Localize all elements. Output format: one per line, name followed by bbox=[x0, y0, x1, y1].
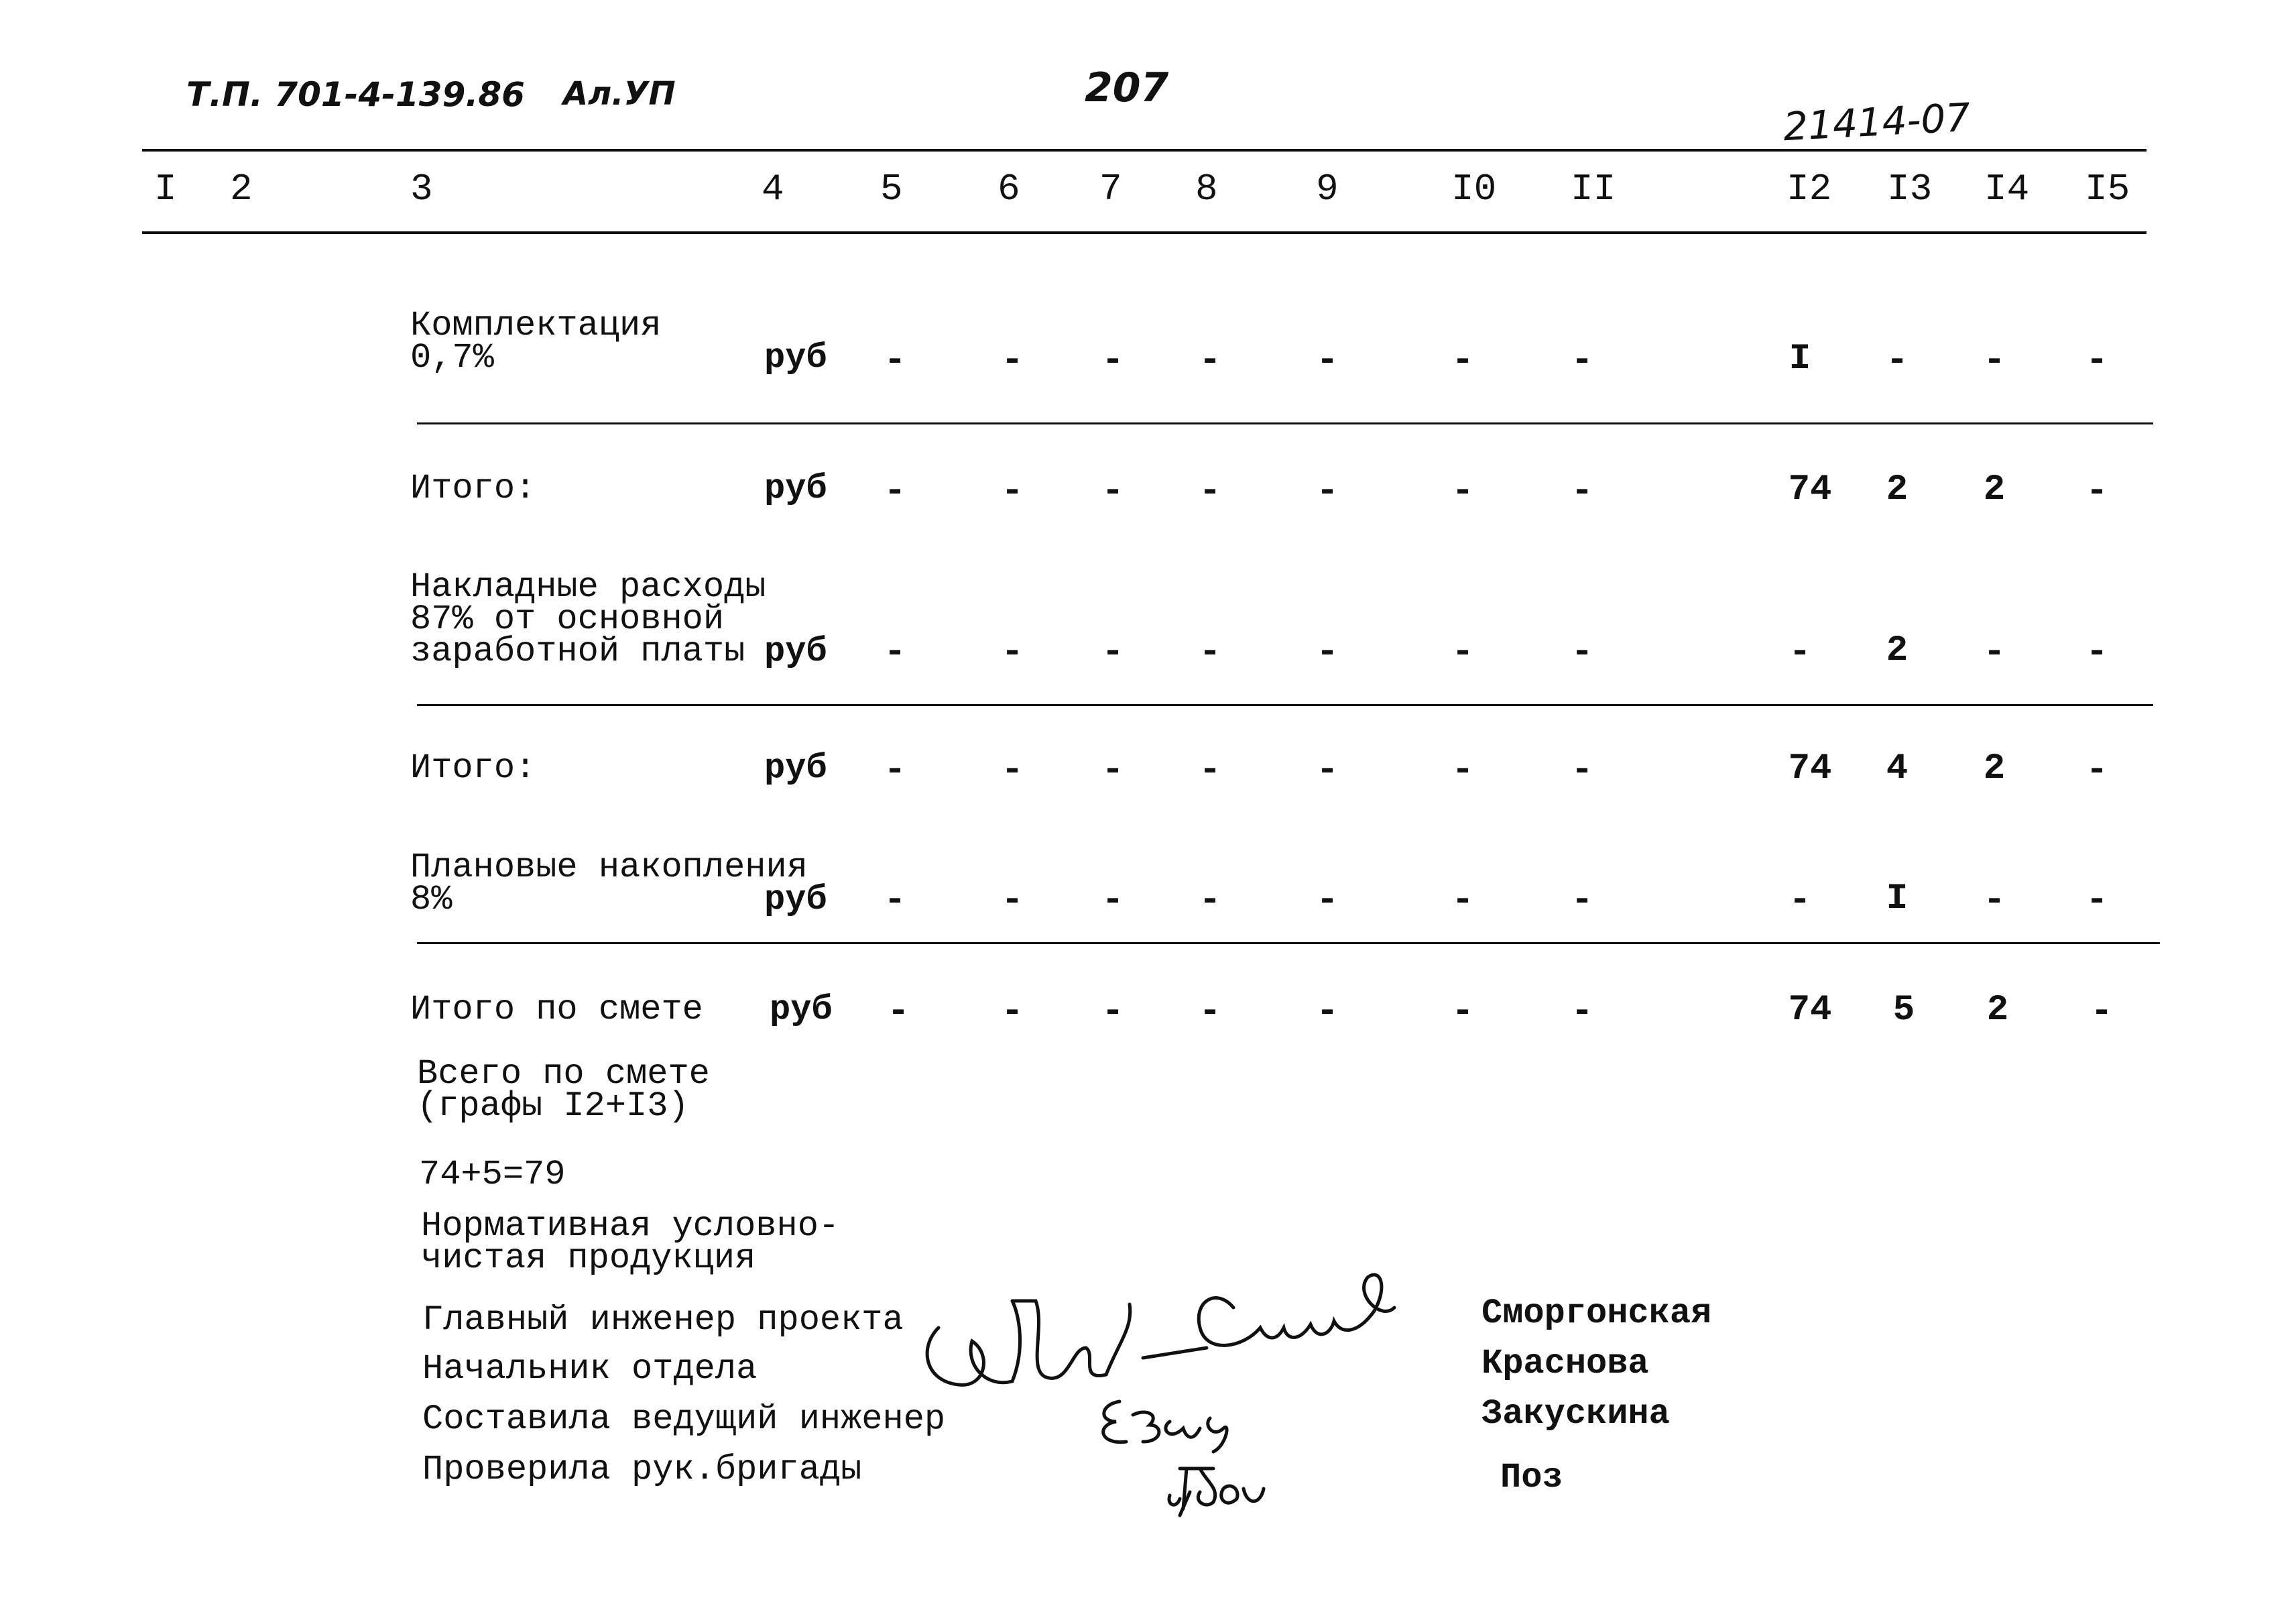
normative-label: Нормативная условно- чистая продукция bbox=[421, 1206, 840, 1278]
column-number: I2 bbox=[1787, 168, 1832, 211]
row-value: I bbox=[1789, 339, 1811, 380]
row-value: - bbox=[1316, 339, 1339, 382]
column-number: 6 bbox=[998, 168, 1020, 211]
row-value: - bbox=[887, 990, 910, 1033]
row-value: - bbox=[1001, 469, 1024, 512]
row-value: 74 bbox=[1788, 990, 1832, 1031]
row-value: - bbox=[884, 748, 906, 791]
column-number: 3 bbox=[410, 168, 433, 211]
row-value: - bbox=[1451, 990, 1474, 1033]
row-value: - bbox=[1001, 339, 1024, 382]
column-number: II bbox=[1571, 168, 1616, 211]
column-number: 5 bbox=[880, 168, 903, 211]
row-value: - bbox=[1451, 339, 1474, 382]
column-number: I3 bbox=[1887, 168, 1933, 211]
row-value: - bbox=[2090, 990, 2113, 1033]
total-all-label: Всего по смете (графы I2+I3) bbox=[417, 1054, 710, 1126]
row-value: - bbox=[1983, 339, 2006, 382]
row-value: - bbox=[2086, 748, 2108, 791]
row-label: Накладные расходы 87% от основной заработной платы bbox=[410, 567, 766, 671]
row-label: Итого: bbox=[410, 748, 536, 788]
row-divider bbox=[417, 422, 2153, 424]
row-value: I bbox=[1886, 878, 1909, 919]
row-label: Итого по смете bbox=[410, 990, 703, 1029]
row-value: - bbox=[1001, 990, 1024, 1033]
header-top-rule bbox=[142, 149, 2147, 152]
signature-name: Краснова bbox=[1482, 1344, 1649, 1383]
row-value: 74 bbox=[1788, 469, 1832, 510]
row-unit: руб bbox=[770, 990, 833, 1029]
row-value: - bbox=[1101, 469, 1124, 512]
column-number: 8 bbox=[1195, 168, 1218, 211]
row-value: - bbox=[1451, 469, 1474, 512]
signature-name: Сморгонская bbox=[1482, 1294, 1712, 1333]
row-value: 5 bbox=[1892, 990, 1915, 1031]
row-value: - bbox=[1199, 748, 1221, 791]
row-value: - bbox=[1571, 630, 1593, 673]
row-value: - bbox=[1571, 469, 1593, 512]
row-value: - bbox=[2086, 630, 2108, 673]
row-value: - bbox=[1451, 748, 1474, 791]
row-value: - bbox=[1983, 878, 2006, 921]
row-value: - bbox=[884, 630, 906, 673]
column-number: I bbox=[154, 168, 177, 211]
row-value: - bbox=[1101, 878, 1124, 921]
column-number: I5 bbox=[2085, 168, 2130, 211]
row-value: - bbox=[1983, 630, 2006, 673]
row-value: 4 bbox=[1886, 748, 1909, 789]
row-value: - bbox=[1199, 339, 1221, 382]
row-value: - bbox=[1789, 630, 1811, 673]
row-value: - bbox=[1571, 748, 1593, 791]
column-number: I4 bbox=[1984, 168, 2030, 211]
column-number: 2 bbox=[230, 168, 253, 211]
row-value: - bbox=[1101, 339, 1124, 382]
row-value: - bbox=[1316, 990, 1339, 1033]
row-value: - bbox=[1199, 990, 1221, 1033]
row-unit: руб bbox=[764, 880, 827, 919]
row-value: - bbox=[1001, 748, 1024, 791]
row-value: 2 bbox=[1886, 630, 1909, 671]
row-value: - bbox=[1316, 630, 1339, 673]
row-unit: руб bbox=[764, 338, 827, 378]
row-value: - bbox=[1451, 878, 1474, 921]
row-value: - bbox=[1571, 339, 1593, 382]
row-unit: руб bbox=[764, 748, 827, 788]
row-value: - bbox=[1001, 878, 1024, 921]
row-value: - bbox=[1101, 630, 1124, 673]
row-value: - bbox=[1101, 990, 1124, 1033]
row-value: - bbox=[1571, 990, 1593, 1033]
signature-name: Закускина bbox=[1482, 1394, 1670, 1434]
column-number: 7 bbox=[1099, 168, 1122, 211]
row-value: 2 bbox=[1983, 748, 2006, 789]
row-value: - bbox=[1316, 748, 1339, 791]
signature-role: Начальник отдела bbox=[422, 1349, 758, 1389]
row-value: - bbox=[2086, 469, 2108, 512]
row-value: - bbox=[1316, 878, 1339, 921]
signature-name: Поз bbox=[1500, 1458, 1563, 1497]
signature-role: Главный инженер проекта bbox=[422, 1300, 904, 1340]
row-value: - bbox=[2086, 339, 2108, 382]
row-value: - bbox=[1789, 878, 1811, 921]
signature-role: Проверила рук.бригады bbox=[422, 1450, 862, 1489]
row-value: - bbox=[1451, 630, 1474, 673]
row-value: - bbox=[1571, 878, 1593, 921]
row-value: 2 bbox=[1886, 469, 1909, 510]
project-code: Т.П. 701-4-139.86 bbox=[186, 75, 525, 114]
row-value: - bbox=[884, 339, 906, 382]
column-number: 4 bbox=[762, 168, 784, 211]
signature-role: Составила ведущий инженер bbox=[422, 1399, 946, 1439]
row-value: - bbox=[1199, 630, 1221, 673]
row-divider bbox=[417, 942, 2160, 944]
row-label: Комплектация 0,7% bbox=[410, 306, 662, 378]
column-number: I0 bbox=[1451, 168, 1497, 211]
page-number: 207 bbox=[1085, 64, 1169, 111]
row-value: 2 bbox=[1983, 469, 2006, 510]
document-number: 21414-07 bbox=[1782, 94, 1972, 150]
header-bottom-rule bbox=[142, 231, 2147, 234]
row-value: - bbox=[884, 469, 906, 512]
row-unit: руб bbox=[764, 632, 827, 671]
row-value: - bbox=[1316, 469, 1339, 512]
row-label: Плановые накопления 8% bbox=[410, 848, 808, 919]
handwritten-signature-brigade-head bbox=[1160, 1442, 1274, 1529]
row-value: - bbox=[1199, 878, 1221, 921]
row-value: - bbox=[1001, 630, 1024, 673]
album-number: Ал.УП bbox=[563, 75, 676, 113]
row-value: - bbox=[1101, 748, 1124, 791]
row-value: 2 bbox=[1986, 990, 2009, 1031]
column-number: 9 bbox=[1316, 168, 1339, 211]
total-formula: 74+5=79 bbox=[419, 1155, 566, 1194]
row-divider bbox=[417, 704, 2153, 706]
row-unit: руб bbox=[764, 469, 827, 508]
row-value: - bbox=[884, 878, 906, 921]
row-value: - bbox=[1199, 469, 1221, 512]
row-value: - bbox=[2086, 878, 2108, 921]
row-value: 74 bbox=[1788, 748, 1832, 789]
row-label: Итого: bbox=[410, 469, 536, 508]
row-value: - bbox=[1886, 339, 1909, 382]
